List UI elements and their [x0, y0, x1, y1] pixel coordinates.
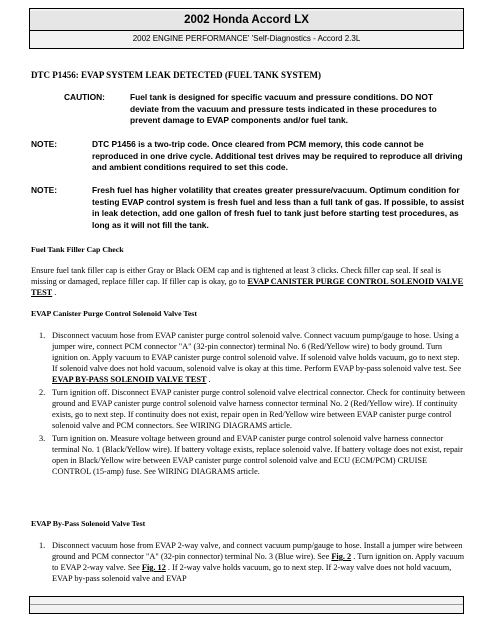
step-end: . — [206, 375, 211, 384]
purge-valve-test-link[interactable]: EVAP CANISTER PURGE CONTROL SOLENOID VALVE TEST — [31, 277, 464, 297]
step-text: Turn ignition on. Measure voltage between ground and EVAP canister purge control solenoid valve harness connector terminal No. 1 (Black/Yellow wire). If battery voltage exists, replace solenoid valve. If battery voltage does not exist, repair open in Black/Yellow wire between EVAP canister purge control solenoid valve and ECU (ECM/PCM) CRUISE CONTROL (15-amp) fuse. See WIRING DIAGRAMS article. — [52, 434, 463, 476]
filler-cap-end: . — [52, 288, 57, 297]
list-item — [31, 330, 465, 385]
footer-divider — [30, 604, 463, 605]
caution-label: CAUTION: — [64, 92, 105, 102]
list-item — [31, 387, 465, 431]
document-footer — [29, 596, 464, 614]
step-number: 1. — [39, 541, 46, 550]
filler-cap-paragraph — [31, 265, 465, 298]
note-text: DTC P1456 is a two-trip code. Once cleared from PCM memory, this code cannot be reproduced in one drive cycle. Additional test drives may be required to reproduce all driving and ambient conditions required to set this code. — [92, 139, 463, 172]
document-subtitle: 2002 ENGINE PERFORMANCE' 'Self-Diagnostics - Accord 2.3L — [132, 34, 361, 43]
filler-cap-text: Ensure fuel tank filler cap is either Gray or Black OEM cap and is tightened at least 3 clicks. Check filler cap seal. If seal is missing or damaged, replace filler cap. If filler cap is okay, go to — [31, 266, 441, 286]
note-label: NOTE: — [31, 185, 58, 195]
step-text: . If 2-way valve holds vacuum, go to next step. If 2-way valve does not hold vacuum, EVAP by-pass solenoid valve and EVAP — [52, 563, 452, 583]
section-heading-purge-valve: EVAP Canister Purge Control Solenoid Valve Test — [31, 309, 197, 318]
note-text: Fresh fuel has higher volatility that creates greater pressure/vacuum. Optimum condition for testing EVAP control system is fresh fuel and less than a full tank of gas. If possible, to assist in leak detection, add one gallon of fresh fuel to tank just before starting test procedures, as long as it will not fill the tank. — [92, 185, 465, 230]
fig-12-link[interactable]: Fig. 12 — [141, 563, 166, 572]
step-text: Turn ignition off. Disconnect EVAP canister purge control solenoid valve electrical connector. Check for continuity between ground and EVAP canister purge control solenoid valve harness connector terminal No. 2 (Red/Yellow wire). If continuity exists, go to next step. If continuity does not exist, repair open in Red/Yellow wire between EVAP canister purge control solenoid valve and PCM connectors. See WIRING DIAGRAMS article. — [52, 388, 465, 430]
section-heading-bypass-valve: EVAP By-Pass Solenoid Valve Test — [31, 519, 146, 528]
bypass-valve-test-link[interactable]: EVAP BY-PASS SOLENOID VALVE TEST — [52, 375, 207, 384]
step-number: 3. — [39, 434, 46, 443]
step-number: 1. — [39, 331, 46, 340]
purge-valve-steps — [31, 330, 465, 479]
document-header — [29, 8, 464, 49]
section-heading-filler-cap: Fuel Tank Filler Cap Check — [31, 245, 124, 254]
fig-2-link[interactable]: Fig. 2 — [331, 552, 352, 561]
caution-text: Fuel tank is designed for specific vacuum and pressure conditions. DO NOT deviate from the vacuum and pressure tests indicated in these procedures to prevent damage to EVAP components and/or fuel tank. — [130, 92, 437, 125]
step-text: . Turn ignition on. Apply vacuum to EVAP 2-way valve. See — [52, 552, 465, 572]
step-text: Disconnect vacuum hose from EVAP canister purge control solenoid valve. Connect vacuum pump/gauge to hose. Using a jumper wire, connect PCM connector "A" (32-pin connector) terminal No. 6 (Red/Yellow wire) to body ground. Turn ignition on. Apply vacuum to EVAP canister purge control solenoid valve. If solenoid valve holds vacuum, go to next step. If solenoid valve does not hold vacuum, solenoid valve is okay at this time. Perform EVAP by-pass solenoid valve test. See — [52, 331, 462, 373]
step-text: Disconnect vacuum hose from EVAP 2-way valve, and connect vacuum pump/gauge to hose. Install a jumper wire between ground and PCM connector "A" (32-pin connector) terminal No. 3 (Blue wire). See — [52, 541, 463, 561]
dtc-heading: DTC P1456: EVAP SYSTEM LEAK DETECTED (FUEL TANK SYSTEM) — [31, 70, 322, 80]
note-label: NOTE: — [31, 139, 58, 149]
step-number: 2. — [39, 388, 46, 397]
list-item — [31, 540, 465, 584]
document-title: 2002 Honda Accord LX — [30, 11, 463, 31]
list-item — [31, 433, 465, 477]
bypass-valve-steps — [31, 540, 465, 586]
